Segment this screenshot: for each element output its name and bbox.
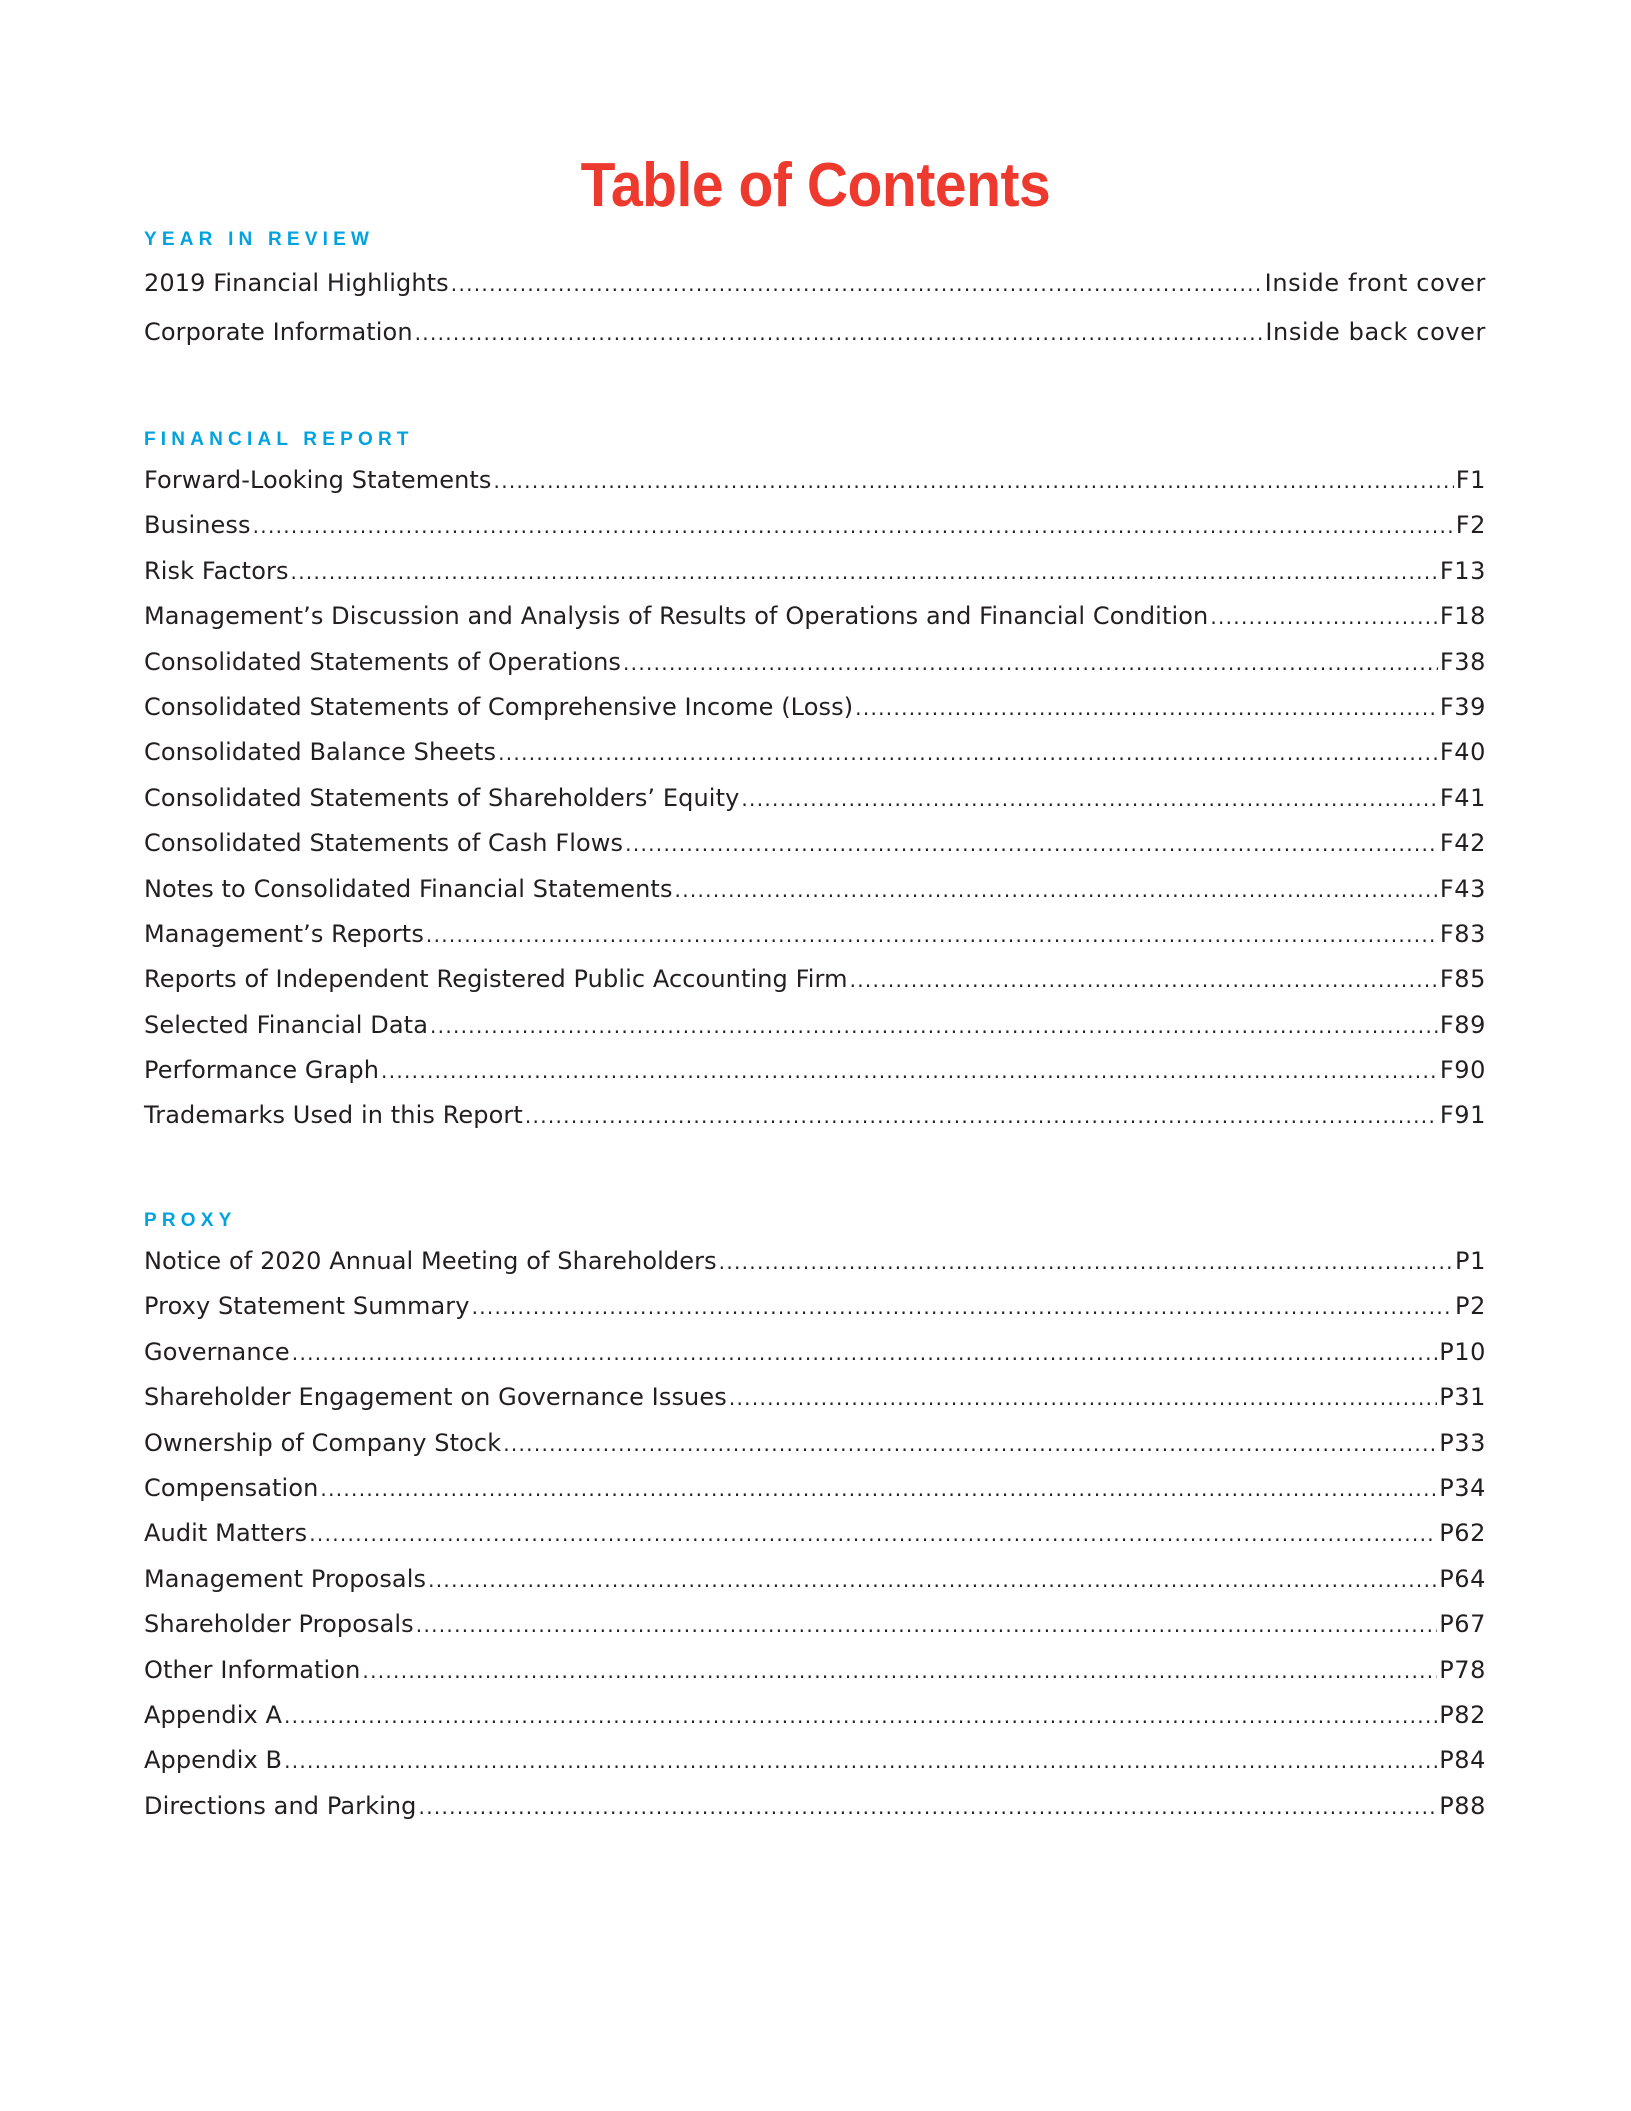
dot-leader	[850, 965, 1438, 995]
dot-leader	[416, 1610, 1437, 1640]
dot-leader	[253, 511, 1454, 541]
toc-entry-label: Ownership of Company Stock	[144, 1428, 502, 1457]
toc-entry-label: Shareholder Proposals	[144, 1610, 414, 1639]
toc-entry-page: P31	[1439, 1383, 1486, 1412]
toc-entry-page: F43	[1439, 874, 1486, 903]
toc-entry-page: F13	[1439, 556, 1486, 585]
toc-entry[interactable]	[144, 737, 1486, 782]
toc-entry-label: Shareholder Engagement on Governance Issues	[144, 1383, 727, 1412]
toc-entry[interactable]	[144, 964, 1486, 1009]
dot-leader	[284, 1746, 1437, 1776]
toc-entry-page: Inside front cover	[1264, 269, 1486, 297]
toc-entry-page: F91	[1439, 1101, 1486, 1130]
toc-entry-page: P84	[1439, 1746, 1486, 1775]
page-title: Table of Contents	[580, 150, 1051, 220]
toc-entry[interactable]	[144, 556, 1486, 601]
dot-leader	[419, 1792, 1438, 1822]
toc-entry[interactable]	[144, 1473, 1486, 1518]
dot-leader	[426, 920, 1438, 950]
toc-entry-page: P33	[1439, 1428, 1486, 1457]
toc-entry-label: 2019 Financial Highlights	[144, 269, 449, 297]
toc-list-financial-report	[144, 465, 1486, 1146]
toc-entry-label: Consolidated Balance Sheets	[144, 738, 497, 767]
dot-leader	[503, 1429, 1437, 1459]
toc-entry-page: F38	[1439, 647, 1486, 676]
dot-leader	[428, 1565, 1437, 1595]
toc-entry-page: F42	[1439, 829, 1486, 858]
toc-entry-label: Directions and Parking	[144, 1791, 417, 1820]
toc-entry-label: Proxy Statement Summary	[144, 1292, 470, 1321]
toc-entry[interactable]	[144, 1100, 1486, 1145]
toc-entry-label: Forward-Looking Statements	[144, 466, 492, 494]
toc-entry[interactable]	[144, 1700, 1486, 1745]
toc-entry[interactable]	[144, 317, 1486, 366]
dot-leader	[498, 738, 1438, 768]
toc-entry-page: P64	[1439, 1564, 1486, 1593]
toc-entry-page: F18	[1439, 602, 1486, 631]
toc-entry[interactable]	[144, 1609, 1486, 1654]
dot-leader	[291, 557, 1438, 587]
dot-leader	[741, 784, 1437, 814]
toc-entry-page: F40	[1439, 738, 1486, 767]
dot-leader	[729, 1383, 1437, 1413]
toc-entry-page: F90	[1439, 1056, 1486, 1085]
toc-entry-label: Appendix A	[144, 1700, 283, 1729]
dot-leader	[451, 269, 1263, 299]
dot-leader	[320, 1474, 1437, 1504]
toc-entry-label: Business	[144, 511, 251, 540]
dot-leader	[472, 1292, 1453, 1322]
toc-entry-page: F89	[1439, 1010, 1486, 1039]
toc-entry[interactable]	[144, 1564, 1486, 1609]
dot-leader	[625, 829, 1438, 859]
toc-entry-label: Consolidated Statements of Shareholders’ Equity	[144, 783, 740, 812]
toc-entry[interactable]	[144, 647, 1486, 692]
toc-entry-label: Management’s Discussion and Analysis of Results of Operations and Financial Condition	[144, 602, 1209, 631]
toc-entry-page: F41	[1439, 783, 1486, 812]
toc-entry[interactable]	[144, 919, 1486, 964]
toc-entry-label: Management’s Reports	[144, 919, 424, 948]
toc-entry-label: Other Information	[144, 1655, 361, 1684]
toc-entry-page: F39	[1439, 692, 1486, 721]
toc-entry-label: Management Proposals	[144, 1564, 427, 1593]
toc-entry-label: Corporate Information	[144, 318, 413, 346]
toc-entry-label: Trademarks Used in this Report	[144, 1101, 523, 1130]
toc-entry[interactable]	[144, 1791, 1486, 1836]
toc-entry-label: Reports of Independent Registered Public Accounting Firm	[144, 965, 848, 994]
toc-entry-page: P67	[1439, 1610, 1486, 1639]
toc-entry[interactable]	[144, 828, 1486, 873]
dot-leader	[719, 1247, 1453, 1277]
dot-leader	[675, 875, 1438, 905]
dot-leader	[525, 1101, 1438, 1131]
toc-entry-page: F85	[1439, 965, 1486, 994]
toc-entry-label: Appendix B	[144, 1746, 283, 1775]
toc-entry-page: F2	[1455, 511, 1486, 540]
toc-entry-page: P82	[1439, 1700, 1486, 1729]
toc-entry-page: P2	[1455, 1292, 1486, 1321]
toc-entry[interactable]	[144, 510, 1486, 555]
toc-entry-label: Notice of 2020 Annual Meeting of Shareholders	[144, 1247, 717, 1275]
toc-entry[interactable]	[144, 692, 1486, 737]
dot-leader	[381, 1056, 1438, 1086]
dot-leader	[415, 318, 1264, 348]
dot-leader	[855, 693, 1438, 723]
toc-entry-page: Inside back cover	[1265, 318, 1486, 346]
toc-entry[interactable]	[144, 1337, 1486, 1382]
toc-entry[interactable]	[144, 1055, 1486, 1100]
toc-list-year-in-review	[144, 268, 1486, 366]
toc-entry[interactable]	[144, 1428, 1486, 1473]
toc-entry[interactable]	[144, 1382, 1486, 1427]
toc-entry[interactable]	[144, 1745, 1486, 1790]
toc-entry[interactable]	[144, 268, 1486, 317]
toc-entry-page: P34	[1439, 1473, 1486, 1502]
dot-leader	[309, 1519, 1437, 1549]
toc-entry-label: Consolidated Statements of Cash Flows	[144, 829, 624, 858]
toc-entry-label: Performance Graph	[144, 1056, 380, 1085]
dot-leader	[1210, 602, 1438, 632]
toc-entry-label: Selected Financial Data	[144, 1010, 428, 1039]
toc-entry[interactable]	[144, 465, 1486, 510]
toc-entry[interactable]	[144, 874, 1486, 919]
dot-leader	[494, 466, 1454, 496]
toc-entry[interactable]	[144, 783, 1486, 828]
dot-leader	[284, 1701, 1437, 1731]
toc-entry-label: Notes to Consolidated Financial Statements	[144, 874, 673, 903]
toc-entry-page: F83	[1439, 919, 1486, 948]
toc-entry-page: P88	[1439, 1791, 1486, 1820]
toc-entry-label: Consolidated Statements of Operations	[144, 647, 621, 676]
toc-entry-label: Risk Factors	[144, 556, 289, 585]
section-heading-financial-report: FINANCIAL REPORT	[144, 429, 414, 450]
toc-entry[interactable]	[144, 1246, 1486, 1291]
toc-entry-page: P10	[1439, 1337, 1486, 1366]
toc-entry[interactable]	[144, 1291, 1486, 1336]
toc-list-proxy	[144, 1246, 1486, 1836]
toc-entry[interactable]	[144, 1518, 1486, 1563]
toc-entry-label: Audit Matters	[144, 1519, 308, 1548]
toc-entry-page: F1	[1455, 466, 1486, 494]
toc-entry-label: Compensation	[144, 1473, 319, 1502]
section-heading-year-in-review: YEAR IN REVIEW	[144, 229, 375, 250]
toc-entry[interactable]	[144, 601, 1486, 646]
toc-entry[interactable]	[144, 1010, 1486, 1055]
dot-leader	[362, 1656, 1437, 1686]
dot-leader	[623, 648, 1438, 678]
toc-entry-label: Consolidated Statements of Comprehensive Income (Loss)	[144, 692, 854, 721]
toc-entry-page: P1	[1455, 1247, 1486, 1275]
toc-entry-page: P78	[1439, 1655, 1486, 1684]
section-heading-proxy: PROXY	[144, 1210, 237, 1231]
dot-leader	[292, 1338, 1437, 1368]
toc-entry-label: Governance	[144, 1337, 290, 1366]
dot-leader	[430, 1011, 1438, 1041]
toc-entry[interactable]	[144, 1655, 1486, 1700]
toc-entry-page: P62	[1439, 1519, 1486, 1548]
